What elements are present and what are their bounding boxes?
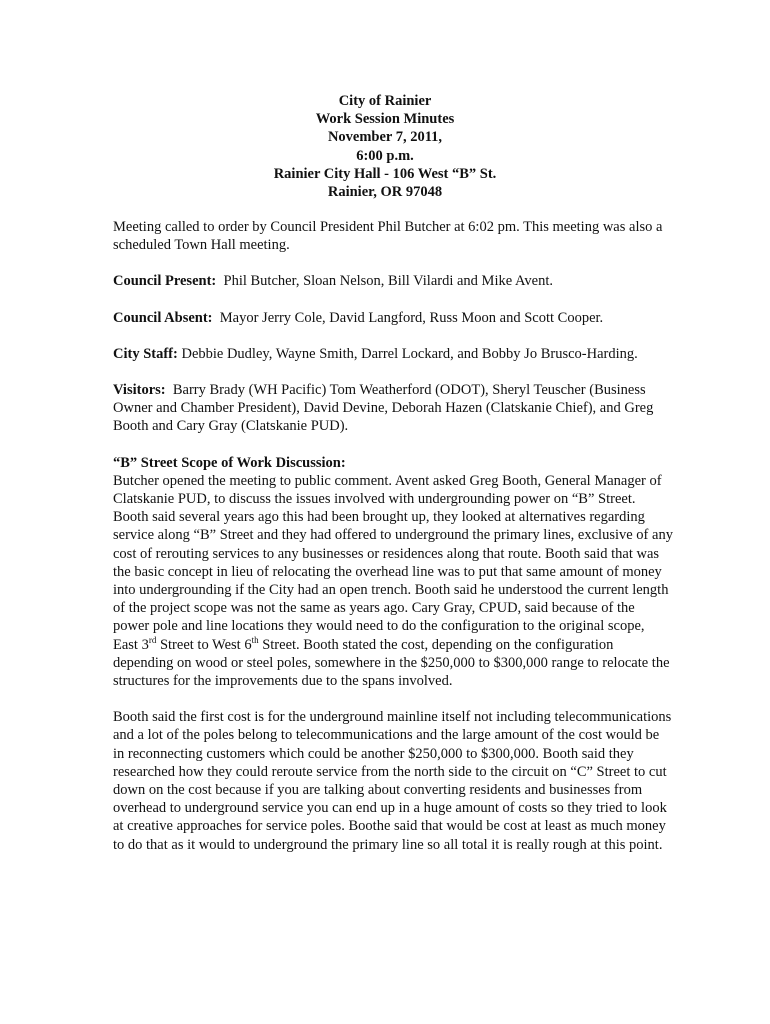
section-heading-text: “B” Street Scope of Work Discussion: [113,454,346,471]
section-p1-part3: Street. Booth stated the cost, depending on the configuration depending on wood or steel poles, somewhere in the $250,000 to $300,000 range to relocate the structures for the improvements due to the spans involved. [113,636,670,690]
section-p1-sup-th: th [251,634,259,645]
council-absent-label: Council Absent: [113,309,213,326]
document-header [0,92,770,201]
council-present-paragraph [113,272,673,290]
section-heading [113,454,673,472]
header-location: Rainier City Hall - 106 West “B” St. [273,165,497,182]
visitors-paragraph [113,381,673,436]
header-time: 6:00 p.m. [356,147,414,164]
section-p1-sup-rd: rd [148,634,157,645]
visitors-label: Visitors: [113,382,166,399]
council-present-label: Council Present: [113,273,217,290]
section-p1-part1: Butcher opened the meeting to public comment. Avent asked Greg Booth, General Manager of Clatskanie PUD, to discuss the issues involved with undergrounding power on “B” Street. Booth said several years ago this had been brought up, they looked at alternatives regarding service along “B” Street and they had offered to underground the primary lines, exclusive of any cost of rerouting services to any businesses or residences along that route. Booth said that was the basic concept in lieu of relocating the overhead line was to put that same amount of money into undergrounding if the City had an open trench. Booth said he understood the current length of the project scope was not the same as years ago. Cary Gray, CPUD, said because of the power pole and line locations they would need to do the configuration to the original scope, East 3 [113,472,673,653]
header-date: November 7, 2011, [327,129,443,146]
city-staff-label: City Staff: [113,345,178,362]
header-title: Work Session Minutes [315,111,455,128]
header-city: City of Rainier [338,93,432,109]
city-staff-text: Debbie Dudley, Wayne Smith, Darrel Lockard, and Bobby Jo Brusco-Harding. [181,345,638,362]
call-to-order-paragraph: Meeting called to order by Council President Phil Butcher at 6:02 pm. This meeting was also a scheduled Town Hall meeting. [113,219,663,254]
council-absent-text: Mayor Jerry Cole, David Langford, Russ Moon and Scott Cooper. [219,309,604,326]
section-paragraph-1 [113,472,673,690]
city-staff-paragraph [113,345,673,363]
council-present-text: Phil Butcher, Sloan Nelson, Bill Vilardi and Mike Avent. [223,273,553,290]
section-paragraph-2: Booth said the first cost is for the underground mainline itself not including telecommunications and a lot of the poles belong to telecommunications and the large amount of the cost would be in reconnecting customers which could be another $250,000 to $300,000. Booth said they researched how they could reroute service from the north side to the circuit on “C” Street to cut down on the cost because if you are talking about converting residents and businesses from overhead to underground service you can end up in a huge amount of costs so they tried to look at creative approaches for service poles. Boothe said that would be cost at least as much money to do that as it would to underground the primary line so all total it is really rough at this point. [113,709,672,853]
document-body [113,218,673,872]
section-p1-part2: Street to West 6 [156,636,252,653]
header-address: Rainier, OR 97048 [327,184,443,201]
council-absent-paragraph [113,309,673,327]
visitors-text: Barry Brady (WH Pacific) Tom Weatherford (ODOT), Sheryl Teuscher (Business Owner and Chamber President), David Devine, Deborah Hazen (Clatskanie Chief), and Greg Booth and Cary Gray (Clatskanie PUD). [113,382,654,435]
